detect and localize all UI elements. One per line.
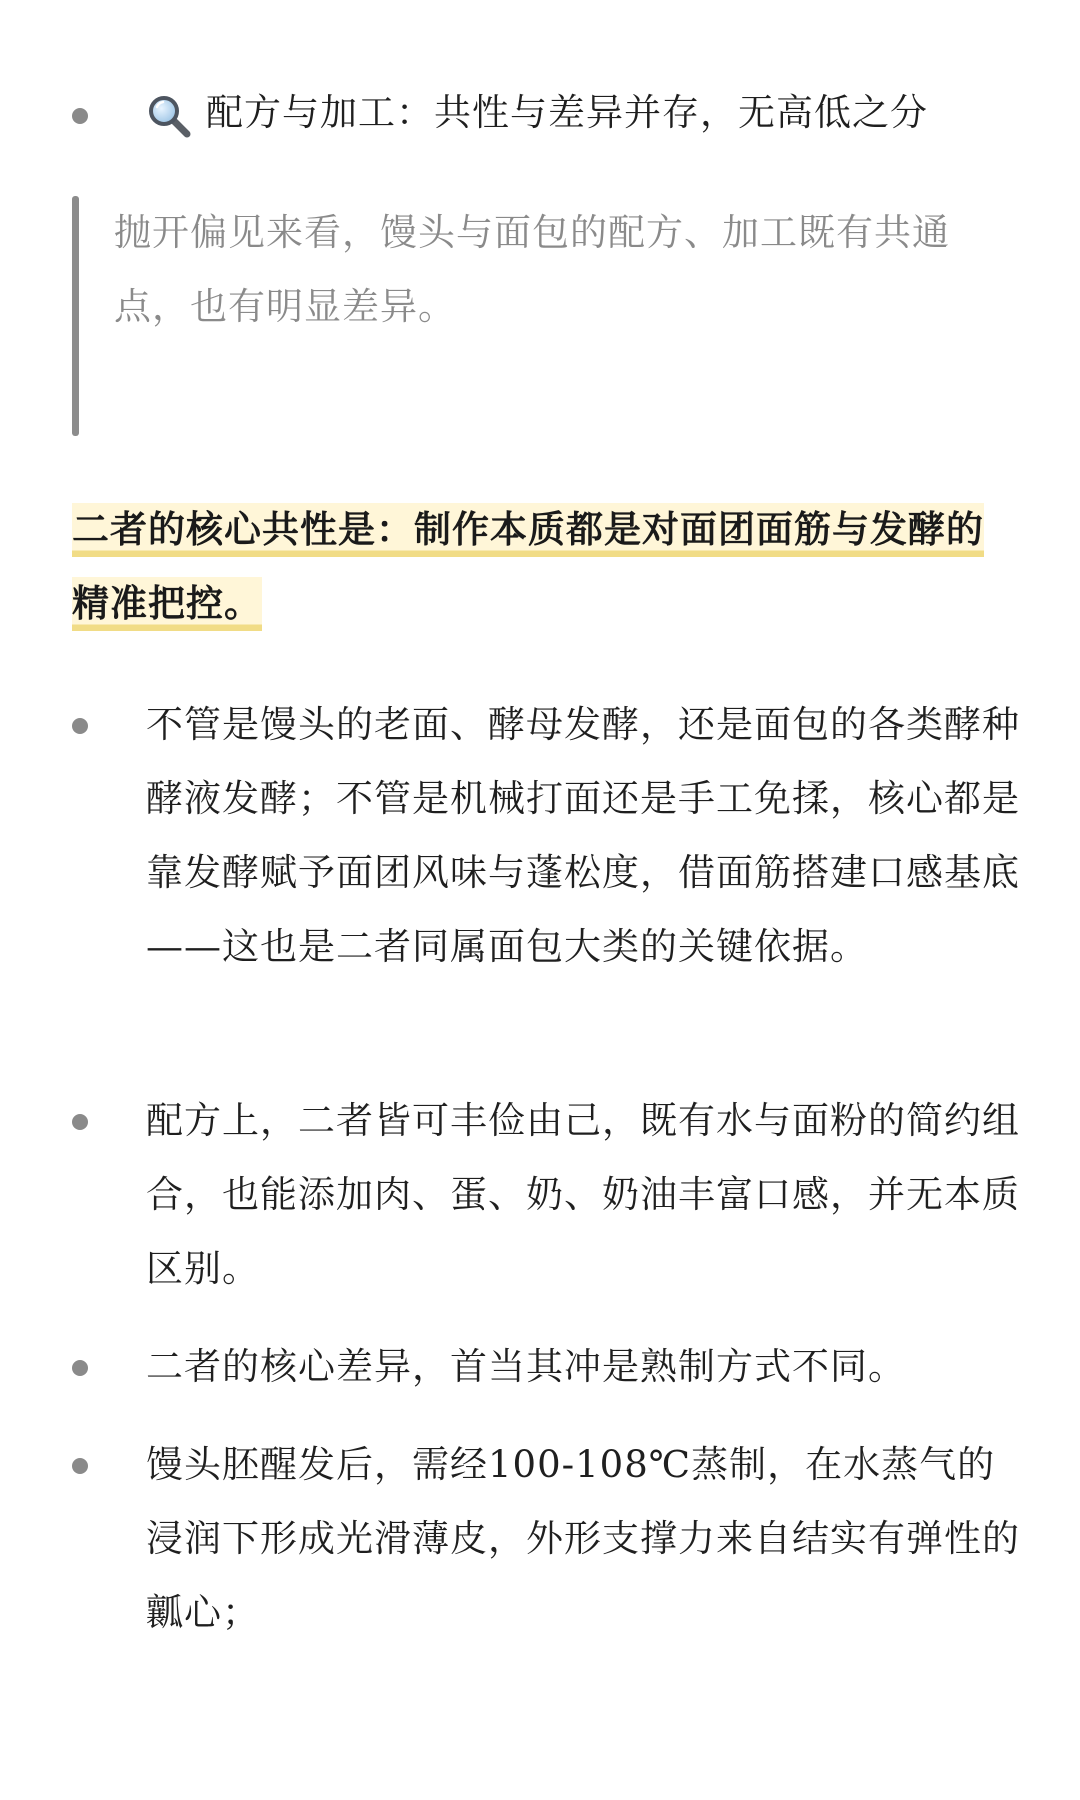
highlighted-key-sentence bbox=[72, 492, 1012, 640]
blockquote bbox=[72, 196, 1032, 436]
blockquote-bar bbox=[72, 196, 79, 436]
list-item-text: 不管是馒头的老面、酵母发酵，还是面包的各类酵种酵液发酵；不管是机械打面还是手工免揉，核心都是靠发酵赋予面团风味与蓬松度，借面筋搭建口感基底——这也是二者同属面包大类的关键依据。 bbox=[146, 703, 1020, 968]
list-item-text: 配方上，二者皆可丰俭由己，既有水与面粉的简约组合，也能添加肉、蛋、奶、奶油丰富口感，并无本质区别。 bbox=[146, 1099, 1020, 1290]
list-item bbox=[0, 688, 1080, 1058]
list-item-text: 馒头胚醒发后，需经100-108℃蒸制，在水蒸气的浸润下形成光滑薄皮，外形支撑力来自结实有弹性的瓤心； bbox=[146, 1443, 1020, 1634]
bullet-dot bbox=[72, 108, 88, 124]
heading-list-item bbox=[0, 76, 1080, 156]
highlighted-text: 二者的核心共性是：制作本质都是对面团面筋与发酵的精准把控。 bbox=[72, 503, 984, 631]
bullet-dot bbox=[72, 1458, 88, 1474]
bullet-dot bbox=[72, 1360, 88, 1376]
blockquote-text: 抛开偏见来看，馒头与面包的配方、加工既有共通点，也有明显差异。 bbox=[114, 211, 950, 328]
list-item bbox=[0, 1084, 1080, 1306]
list-item bbox=[0, 1428, 1080, 1650]
section-heading-text: 配方与加工：共性与差异并存，无高低之分 bbox=[206, 91, 928, 134]
section-heading bbox=[146, 76, 1026, 150]
magnifying-glass-icon bbox=[146, 90, 192, 136]
list-item bbox=[0, 1330, 1080, 1404]
bullet-dot bbox=[72, 1114, 88, 1130]
list-item-text: 二者的核心差异，首当其冲是熟制方式不同。 bbox=[146, 1345, 906, 1388]
bullet-dot bbox=[72, 718, 88, 734]
